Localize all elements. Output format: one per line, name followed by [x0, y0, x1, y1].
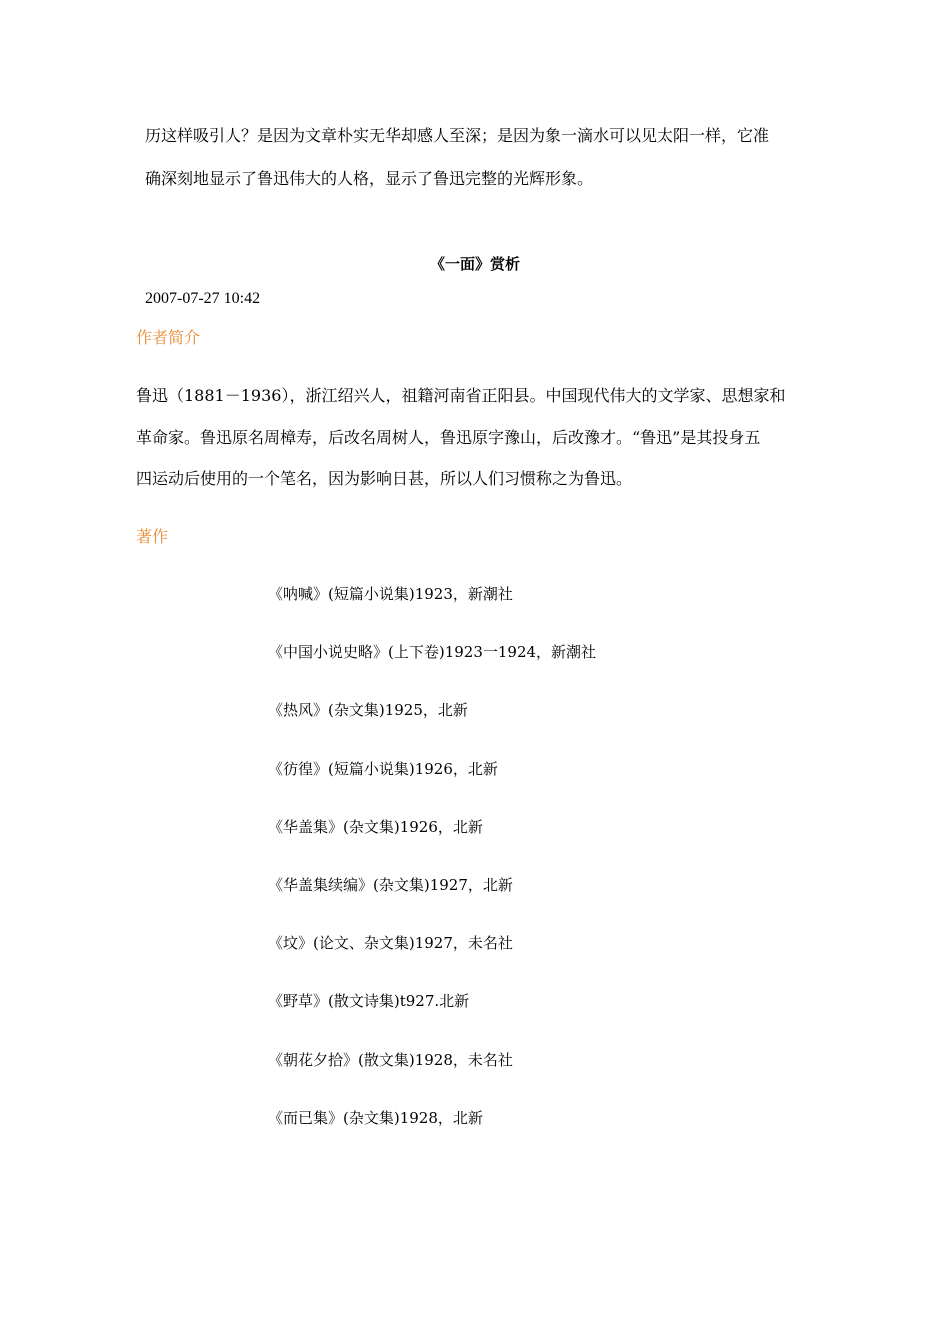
bio-line-2: 革命家。鲁迅原名周樟寿，后改名周树人，鲁迅原字豫山，后改豫才。“鲁迅”是其投身五: [136, 428, 761, 447]
work-item: 《而已集》(杂文集)1928，北新: [268, 1108, 483, 1127]
bio-line-1: 鲁迅（1881－1936），浙江绍兴人，祖籍河南省正阳县。中国现代伟大的文学家、思想家和: [136, 386, 786, 405]
works-heading: 著作: [136, 527, 169, 546]
work-item: 《野草》(散文诗集)t927.北新: [268, 992, 470, 1011]
work-item: 《坟》(论文、杂文集)1927，未名社: [268, 934, 513, 953]
intro-line-1: 历这样吸引人？是因为文章朴实无华却感人至深；是因为象一滴水可以见太阳一样，它准: [145, 126, 770, 145]
article-date: 2007-07-27 10:42: [145, 290, 261, 307]
work-item: 《呐喊》(短篇小说集)1923，新潮社: [268, 585, 513, 603]
work-item: 《华盖集》(杂文集)1926，北新: [268, 817, 483, 836]
article-title: 《一面》赏析: [429, 255, 520, 273]
author-intro-heading: 作者简介: [136, 328, 201, 347]
bio-line-3: 四运动后使用的一个笔名，因为影响日甚，所以人们习惯称之为鲁迅。: [136, 469, 633, 488]
work-item: 《彷徨》(短篇小说集)1926，北新: [268, 759, 498, 778]
works-list: [268, 584, 596, 1166]
work-item: 《中国小说史略》(上下卷)1923一1924，新潮社: [268, 643, 597, 662]
work-item: 《华盖集续编》(杂文集)1927，北新: [268, 875, 513, 894]
intro-line-2: 确深刻地显示了鲁迅伟大的人格，显示了鲁迅完整的光辉形象。: [145, 169, 594, 188]
work-item: 《热风》(杂文集)1925，北新: [268, 701, 468, 720]
work-item: 《朝花夕拾》(散文集)1928，未名社: [268, 1050, 513, 1069]
